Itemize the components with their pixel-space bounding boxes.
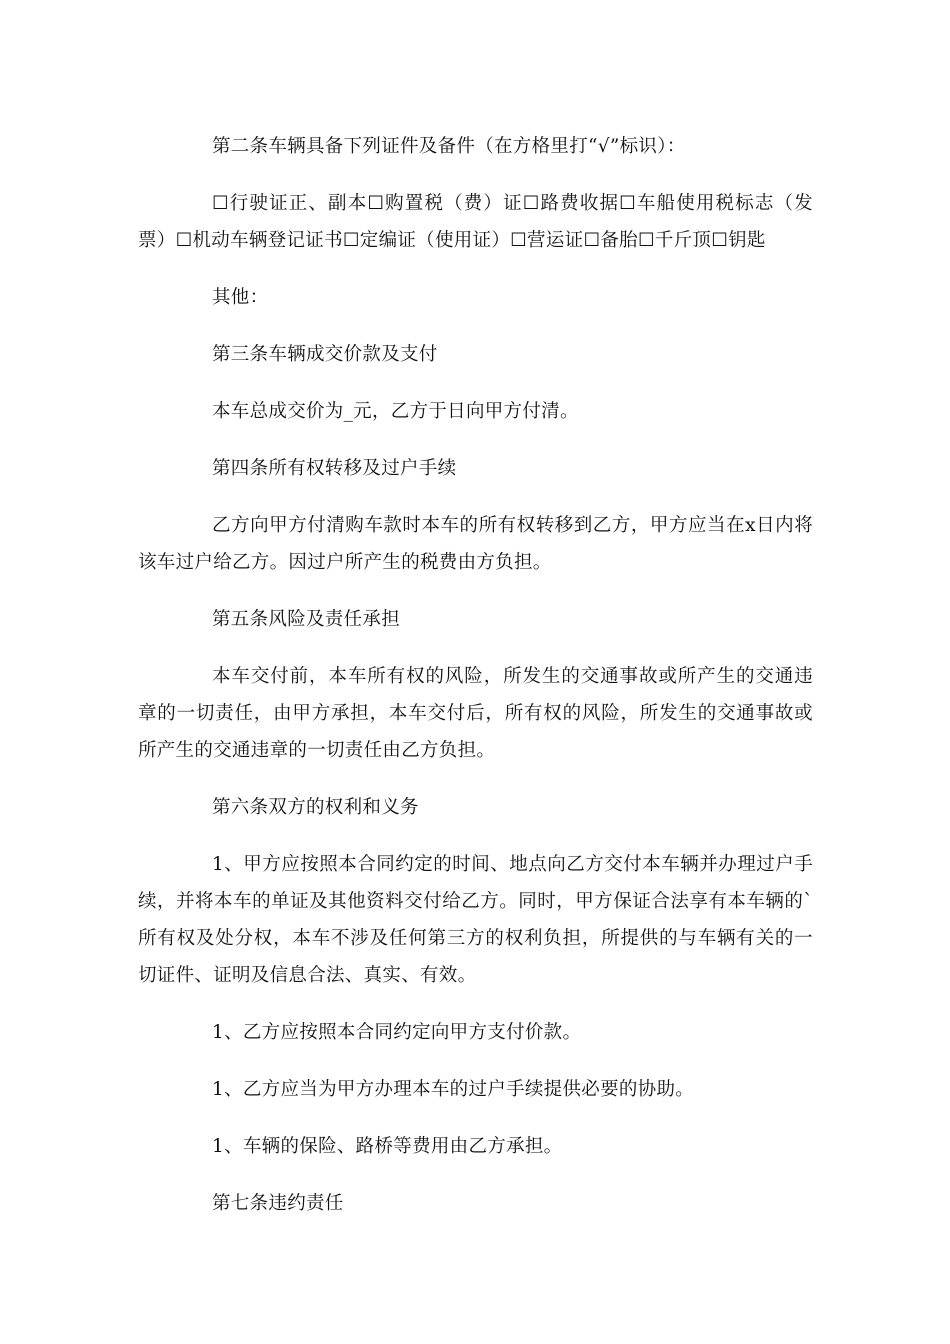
other-line: 其他：	[212, 287, 269, 308]
article-4-body: 乙方向甲方付清购车款时本车的所有权转移到乙方，甲方应当在x日内将该车过户给乙方。因过户所产生的税费由方负担。	[138, 515, 813, 573]
document-body	[138, 128, 813, 1242]
article-7-heading: 第七条违约责任	[212, 1193, 344, 1214]
article-2-heading: 第二条车辆具备下列证件及备件（在方格里打“√”标识）：	[212, 136, 686, 157]
article-2-checklist: ☐行驶证正、副本☐购置税（费）证☐路费收据☐车船使用税标志（发票）☐机动车辆登记证书☐定编证（使用证）☐营运证☐备胎☐千斤顶☐钥匙	[138, 193, 813, 251]
article-5-heading: 第五条风险及责任承担	[212, 609, 401, 630]
article-6-item-buyer-assist: 1、乙方应当为甲方办理本车的过户手续提供必要的协助。	[212, 1079, 695, 1100]
article-3-body: 本车总成交价为_元，乙方于日向甲方付清。	[212, 401, 579, 422]
article-6-heading: 第六条双方的权利和义务	[212, 797, 419, 818]
article-6-item-seller: 1、甲方应按照本合同约定的时间、地点向乙方交付本车辆并办理过户手续，并将本车的单证及其他资料交付给乙方。同时，甲方保证合法享有本车辆的`所有权及处分权，本车不涉及任何第三方的权利负担，所提供的与车辆有关的一切证件、证明及信息合法、真实、有效。	[138, 854, 813, 986]
article-4-heading: 第四条所有权转移及过户手续	[212, 458, 457, 479]
article-5-body: 本车交付前，本车所有权的风险，所发生的交通事故或所产生的交通违章的一切责任，由甲方承担，本车交付后，所有权的风险，所发生的交通事故或所产生的交通违章的一切责任由乙方负担。	[138, 666, 813, 761]
article-6-item-fees: 1、车辆的保险、路桥等费用由乙方承担。	[212, 1136, 563, 1157]
article-3-heading: 第三条车辆成交价款及支付	[212, 344, 438, 365]
article-6-item-buyer-pay: 1、乙方应按照本合同约定向甲方支付价款。	[212, 1022, 582, 1043]
